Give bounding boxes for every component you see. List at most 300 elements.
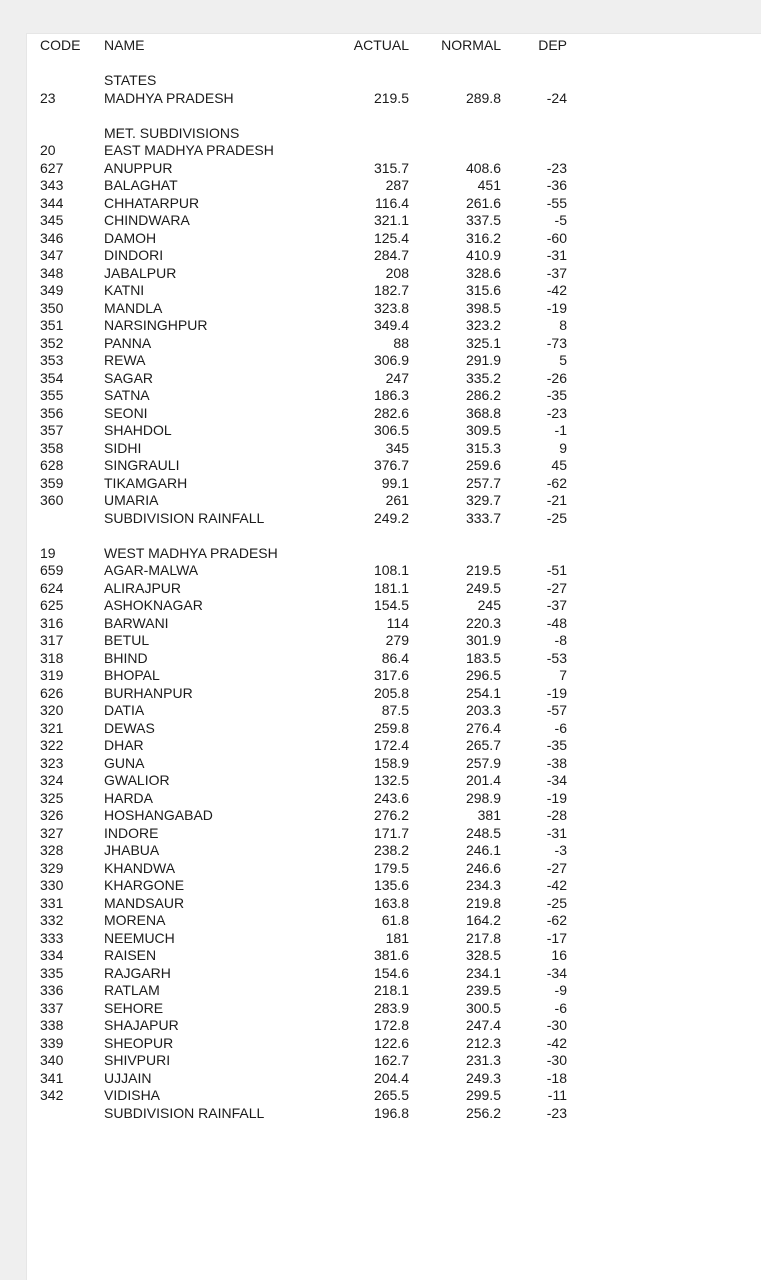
normal-cell — [409, 527, 501, 545]
column-header-code: CODE — [40, 37, 81, 53]
normal-cell: 203.3 — [465, 702, 501, 718]
code-cell: 624 — [40, 579, 64, 596]
table-row — [40, 842, 567, 860]
code-cell — [40, 107, 104, 125]
actual-cell: 283.9 — [373, 999, 409, 1016]
dep-cell: -25 — [546, 894, 567, 911]
name-cell — [104, 55, 344, 73]
normal-cell: 328.6 — [465, 264, 501, 281]
name-cell: BALAGHAT — [104, 177, 178, 193]
name-cell: KATNI — [104, 282, 145, 298]
name-cell: BURHANPUR — [104, 684, 193, 701]
dep-cell: -11 — [547, 1087, 567, 1103]
code-cell: 627 — [40, 159, 64, 176]
actual-cell: 218.1 — [373, 982, 409, 998]
code-cell: 628 — [40, 457, 64, 473]
name-cell: GUNA — [104, 754, 145, 771]
actual-cell: 135.6 — [373, 877, 409, 893]
table-row — [40, 457, 567, 475]
name-cell: UMARIA — [104, 492, 159, 508]
name-cell: REWA — [104, 352, 146, 368]
document-page — [26, 33, 761, 1280]
actual-cell: 243.6 — [373, 789, 409, 806]
code-cell: 341 — [40, 1069, 64, 1086]
normal-cell: 164.2 — [465, 912, 501, 928]
actual-cell: 181.1 — [373, 579, 409, 596]
actual-cell: 205.8 — [373, 684, 409, 701]
column-header-normal: NORMAL — [441, 37, 501, 53]
table-row — [40, 720, 567, 738]
spacer-row — [40, 107, 567, 125]
code-cell: 319 — [40, 667, 64, 683]
dep-cell: -23 — [546, 1104, 567, 1121]
actual-cell — [344, 125, 409, 143]
dep-cell: -25 — [546, 509, 567, 526]
code-cell: 659 — [40, 562, 64, 578]
table-row — [40, 772, 567, 790]
actual-cell: 87.5 — [381, 702, 409, 718]
name-cell: MANDLA — [104, 299, 163, 316]
code-cell: 318 — [40, 649, 64, 666]
table-row — [40, 562, 567, 580]
normal-cell: 212.3 — [465, 1034, 501, 1051]
table-row — [40, 632, 567, 650]
normal-cell: 219.5 — [465, 562, 501, 578]
name-cell: JHABUA — [104, 842, 160, 858]
name-cell: MANDSAUR — [104, 894, 185, 911]
normal-cell: 398.5 — [465, 299, 501, 316]
name-cell: MADHYA PRADESH — [104, 89, 234, 106]
actual-cell: 317.6 — [373, 667, 409, 683]
section-row — [40, 142, 567, 160]
code-cell: 23 — [40, 89, 56, 106]
normal-cell — [409, 545, 501, 563]
name-cell: MORENA — [104, 912, 166, 928]
table-row — [40, 160, 567, 178]
normal-cell: 315.6 — [465, 282, 501, 298]
name-cell: NARSINGHPUR — [104, 317, 208, 333]
actual-cell: 219.5 — [373, 89, 409, 106]
actual-cell: 181 — [385, 929, 409, 946]
code-cell: 348 — [40, 264, 64, 281]
normal-cell: 300.5 — [465, 999, 501, 1016]
dep-cell: -18 — [546, 1069, 567, 1086]
actual-cell: 88 — [393, 334, 409, 351]
actual-cell: 172.8 — [373, 1017, 409, 1033]
actual-cell: 154.5 — [373, 597, 409, 613]
code-cell: 339 — [40, 1034, 64, 1051]
dep-cell: -31 — [546, 247, 567, 263]
name-cell: SIDHI — [104, 439, 142, 456]
table-row — [40, 440, 567, 458]
actual-cell: 158.9 — [373, 754, 409, 771]
code-cell: 321 — [40, 719, 64, 736]
name-cell: RAISEN — [104, 947, 157, 963]
normal-cell: 247.4 — [465, 1017, 501, 1033]
dep-cell: -21 — [546, 492, 567, 508]
section-row — [40, 545, 567, 563]
actual-cell: 381.6 — [373, 947, 409, 963]
name-cell: TIKAMGARH — [104, 474, 188, 491]
dep-cell: -37 — [546, 264, 567, 281]
normal-cell: 248.5 — [465, 824, 501, 841]
table-row — [40, 807, 567, 825]
table-row — [40, 265, 567, 283]
actual-cell: 349.4 — [373, 317, 409, 333]
name-cell: SHAHDOL — [104, 422, 172, 438]
actual-cell: 186.3 — [373, 387, 409, 403]
actual-cell — [344, 142, 409, 160]
dep-cell — [501, 545, 567, 563]
normal-cell: 329.7 — [465, 492, 501, 508]
actual-cell: 279 — [385, 632, 409, 648]
actual-cell: 282.6 — [373, 404, 409, 421]
normal-cell: 309.5 — [465, 422, 501, 438]
normal-cell: 289.8 — [465, 89, 501, 106]
name-cell: BHOPAL — [104, 667, 160, 683]
dep-cell: -34 — [546, 772, 567, 788]
code-cell: 346 — [40, 229, 64, 246]
column-header-name: NAME — [104, 37, 145, 53]
dep-cell: -57 — [546, 702, 567, 718]
normal-cell: 261.6 — [465, 194, 501, 211]
dep-cell: -51 — [546, 562, 567, 578]
normal-cell: 323.2 — [465, 317, 501, 333]
actual-cell: 125.4 — [373, 229, 409, 246]
name-cell: DAMOH — [104, 229, 157, 246]
name-cell: DATIA — [104, 702, 145, 718]
normal-cell: 259.6 — [465, 457, 501, 473]
code-cell: 350 — [40, 299, 64, 316]
table-row — [40, 387, 567, 405]
normal-cell: 408.6 — [465, 159, 501, 176]
table-row — [40, 702, 567, 720]
name-cell: UJJAIN — [104, 1069, 152, 1086]
name-cell: VIDISHA — [104, 1087, 161, 1103]
table-row — [40, 650, 567, 668]
dep-cell: -31 — [546, 824, 567, 841]
table-row — [40, 422, 567, 440]
actual-cell: 345 — [385, 439, 409, 456]
table-row — [40, 335, 567, 353]
dep-cell: -42 — [546, 877, 567, 893]
actual-cell: 61.8 — [381, 912, 409, 928]
code-cell — [40, 527, 104, 545]
name-cell: SATNA — [104, 387, 150, 403]
code-cell: 317 — [40, 632, 64, 648]
code-cell: 333 — [40, 929, 64, 946]
name-cell: WEST MADHYA PRADESH — [104, 544, 278, 561]
actual-cell: 162.7 — [373, 1052, 409, 1068]
actual-cell — [344, 72, 409, 90]
normal-cell: 246.1 — [465, 842, 501, 858]
dep-cell: -35 — [546, 737, 567, 753]
dep-cell: -23 — [546, 404, 567, 421]
actual-cell: 114 — [386, 614, 409, 631]
code-cell: 354 — [40, 369, 64, 386]
code-cell: 336 — [40, 982, 64, 998]
code-cell: 352 — [40, 334, 64, 351]
code-cell: 326 — [40, 807, 64, 823]
actual-cell — [344, 107, 409, 125]
name-cell: SHIVPURI — [104, 1052, 171, 1068]
normal-cell — [409, 55, 501, 73]
code-cell: 335 — [40, 964, 64, 981]
name-cell: CHINDWARA — [104, 212, 190, 228]
actual-cell: 179.5 — [373, 859, 409, 876]
normal-cell: 410.9 — [465, 247, 501, 263]
table-row — [40, 912, 567, 930]
actual-cell: 108.1 — [373, 562, 409, 578]
table-row — [40, 370, 567, 388]
name-cell: HARDA — [104, 789, 154, 806]
table-row — [40, 317, 567, 335]
code-cell: 356 — [40, 404, 64, 421]
code-cell: 355 — [40, 387, 64, 403]
actual-cell: 99.1 — [381, 474, 409, 491]
normal-cell: 201.4 — [465, 772, 501, 788]
actual-cell: 265.5 — [373, 1087, 409, 1103]
dep-cell: -73 — [546, 334, 567, 351]
table-row — [40, 300, 567, 318]
code-cell: 353 — [40, 352, 64, 368]
name-cell: PANNA — [104, 334, 152, 351]
dep-cell: -5 — [554, 212, 567, 228]
dep-cell: -17 — [546, 929, 567, 946]
actual-cell: 204.4 — [373, 1069, 409, 1086]
normal-cell — [409, 142, 501, 160]
normal-cell: 256.2 — [465, 1104, 501, 1121]
actual-cell: 247 — [385, 369, 409, 386]
table-row — [40, 597, 567, 615]
name-cell: ASHOKNAGAR — [104, 597, 203, 613]
name-cell: ANUPPUR — [104, 159, 173, 176]
normal-cell: 335.2 — [465, 369, 501, 386]
normal-cell: 316.2 — [465, 229, 501, 246]
actual-cell: 321.1 — [373, 212, 409, 228]
normal-cell: 276.4 — [465, 719, 501, 736]
normal-cell: 183.5 — [465, 649, 501, 666]
name-cell — [104, 107, 344, 125]
section-row — [40, 72, 567, 90]
summary-row — [40, 510, 567, 528]
dep-cell: -28 — [546, 807, 567, 823]
dep-cell — [501, 55, 567, 73]
normal-cell: 246.6 — [465, 859, 501, 876]
dep-cell: 45 — [551, 457, 567, 473]
actual-cell: 259.8 — [373, 719, 409, 736]
rainfall-table — [40, 37, 567, 1122]
actual-cell: 163.8 — [373, 894, 409, 911]
code-cell: 345 — [40, 212, 64, 228]
name-cell: SUBDIVISION RAINFALL — [104, 1104, 265, 1121]
dep-cell — [501, 142, 567, 160]
actual-cell: 116.4 — [375, 194, 409, 211]
name-cell: BARWANI — [104, 614, 169, 631]
actual-cell: 208 — [385, 264, 409, 281]
name-cell: DINDORI — [104, 247, 164, 263]
name-cell: SEONI — [104, 404, 148, 421]
name-cell: KHARGONE — [104, 877, 185, 893]
table-row — [40, 930, 567, 948]
normal-cell: 239.5 — [465, 982, 501, 998]
table-row — [40, 177, 567, 195]
actual-cell: 122.6 — [373, 1034, 409, 1051]
actual-cell: 238.2 — [373, 842, 409, 858]
actual-cell: 376.7 — [373, 457, 409, 473]
name-cell: NEEMUCH — [104, 929, 175, 946]
code-cell: 320 — [40, 702, 64, 718]
code-cell: 358 — [40, 439, 64, 456]
dep-cell: -26 — [546, 369, 567, 386]
dep-cell: -35 — [546, 387, 567, 403]
table-row — [40, 825, 567, 843]
dep-cell: 5 — [559, 352, 567, 368]
name-cell: HOSHANGABAD — [104, 807, 213, 823]
code-cell: 332 — [40, 912, 64, 928]
dep-cell: -42 — [546, 1034, 567, 1051]
code-cell: 331 — [40, 894, 64, 911]
actual-cell — [344, 55, 409, 73]
dep-cell: -30 — [546, 1017, 567, 1033]
actual-cell: 154.6 — [373, 964, 409, 981]
normal-cell: 286.2 — [465, 387, 501, 403]
dep-cell: -42 — [546, 282, 567, 298]
actual-cell: 171.7 — [373, 824, 409, 841]
code-cell — [40, 72, 104, 90]
dep-cell — [501, 125, 567, 143]
name-cell: RAJGARH — [104, 964, 171, 981]
actual-cell: 287 — [385, 177, 409, 193]
table-row — [40, 90, 567, 108]
name-cell: RATLAM — [104, 982, 160, 998]
dep-cell: -37 — [546, 597, 567, 613]
table-row — [40, 580, 567, 598]
table-row — [40, 982, 567, 1000]
code-cell: 344 — [40, 194, 64, 211]
code-cell — [40, 125, 104, 143]
dep-cell: -24 — [546, 89, 567, 106]
dep-cell: -19 — [546, 684, 567, 701]
name-cell — [104, 527, 344, 545]
dep-cell: 16 — [551, 947, 567, 963]
name-cell: SEHORE — [104, 999, 164, 1016]
dep-cell — [501, 527, 567, 545]
code-cell: 316 — [40, 614, 64, 631]
code-cell: 325 — [40, 789, 64, 806]
code-cell: 337 — [40, 999, 64, 1016]
normal-cell: 257.9 — [465, 754, 501, 771]
summary-row — [40, 1105, 567, 1123]
name-cell: SHEOPUR — [104, 1034, 174, 1051]
dep-cell: -23 — [546, 159, 567, 176]
code-cell: 334 — [40, 947, 64, 963]
normal-cell: 249.3 — [465, 1069, 501, 1086]
normal-cell — [409, 107, 501, 125]
dep-cell: -27 — [546, 859, 567, 876]
dep-cell: -27 — [546, 579, 567, 596]
normal-cell: 301.9 — [465, 632, 501, 648]
actual-cell — [344, 527, 409, 545]
actual-cell: 315.7 — [373, 159, 409, 176]
name-cell: DHAR — [104, 737, 144, 753]
dep-cell: -6 — [554, 719, 567, 736]
code-cell: 322 — [40, 737, 64, 753]
table-row — [40, 737, 567, 755]
table-row — [40, 195, 567, 213]
table-header — [40, 37, 567, 55]
name-cell: SAGAR — [104, 369, 154, 386]
table-header-row — [40, 37, 567, 55]
dep-cell: -36 — [546, 177, 567, 193]
table-row — [40, 615, 567, 633]
spacer-row — [40, 527, 567, 545]
table-row — [40, 282, 567, 300]
table-row — [40, 667, 567, 685]
normal-cell: 299.5 — [465, 1087, 501, 1103]
normal-cell: 217.8 — [465, 929, 501, 946]
normal-cell: 325.1 — [465, 334, 501, 351]
table-row — [40, 1000, 567, 1018]
name-cell: DEWAS — [104, 719, 155, 736]
name-cell: MET. SUBDIVISIONS — [104, 124, 240, 141]
code-cell: 349 — [40, 282, 64, 298]
table-row — [40, 492, 567, 510]
actual-cell: 249.2 — [373, 509, 409, 526]
normal-cell: 219.8 — [465, 894, 501, 911]
name-cell: INDORE — [104, 824, 159, 841]
actual-cell: 284.7 — [373, 247, 409, 263]
dep-cell: -30 — [546, 1052, 567, 1068]
code-cell: 330 — [40, 877, 64, 893]
normal-cell: 265.7 — [465, 737, 501, 753]
code-cell: 347 — [40, 247, 64, 263]
normal-cell — [409, 72, 501, 90]
table-row — [40, 685, 567, 703]
table-row — [40, 860, 567, 878]
normal-cell: 333.7 — [465, 509, 501, 526]
code-cell: 626 — [40, 684, 64, 701]
table-row — [40, 405, 567, 423]
code-cell — [40, 510, 104, 528]
spacer-row — [40, 55, 567, 73]
normal-cell: 234.1 — [465, 964, 501, 981]
name-cell: KHANDWA — [104, 859, 176, 876]
name-cell: GWALIOR — [104, 772, 170, 788]
dep-cell: -55 — [546, 194, 567, 211]
table-row — [40, 230, 567, 248]
dep-cell: -60 — [546, 229, 567, 246]
name-cell: CHHATARPUR — [104, 194, 200, 211]
normal-cell — [409, 125, 501, 143]
table-row — [40, 352, 567, 370]
dep-cell: -19 — [546, 789, 567, 806]
dep-cell: -53 — [546, 649, 567, 666]
actual-cell: 86.4 — [381, 649, 409, 666]
normal-cell: 220.3 — [465, 614, 501, 631]
actual-cell: 261 — [385, 492, 409, 508]
code-cell: 342 — [40, 1087, 64, 1103]
table-row — [40, 947, 567, 965]
dep-cell: -1 — [554, 422, 567, 438]
table-row — [40, 1052, 567, 1070]
normal-cell: 245 — [477, 597, 501, 613]
name-cell: BETUL — [104, 632, 150, 648]
normal-cell: 451 — [477, 177, 501, 193]
table-row — [40, 1087, 567, 1105]
dep-cell: -6 — [554, 999, 567, 1016]
table-row — [40, 895, 567, 913]
